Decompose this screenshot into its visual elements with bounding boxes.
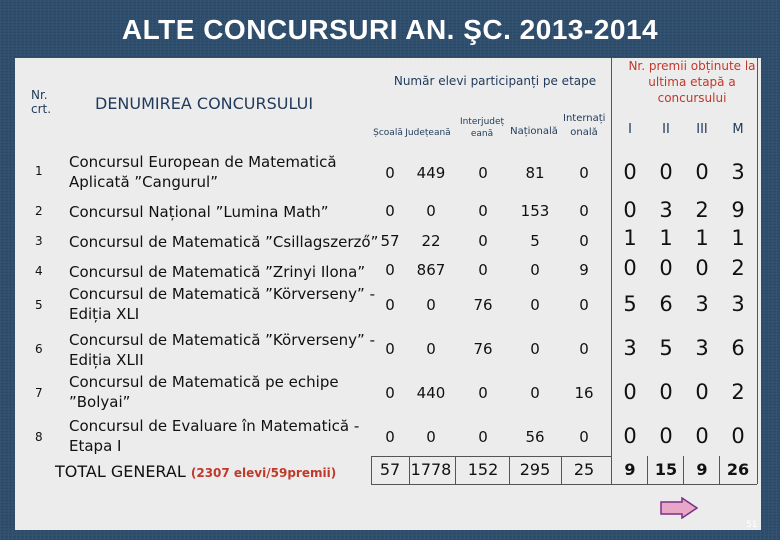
prize-value: 0 (623, 380, 637, 404)
etapa-value: 57 (380, 232, 400, 250)
etapa-value: 0 (579, 340, 589, 358)
competition-name: Concursul de Evaluare în Matematică - Etapa I (69, 417, 360, 455)
header-etapa-interjudeteana: Interjudeț eană (459, 117, 505, 139)
etapa-value: 449 (416, 164, 446, 182)
etapa-value: 16 (574, 384, 594, 402)
prize-value: 5 (623, 292, 637, 316)
column-divider (719, 456, 720, 484)
column-divider (611, 58, 612, 484)
total-prize-value: 15 (654, 460, 678, 479)
etapa-value: 0 (579, 202, 589, 220)
total-etapa-value: 1778 (410, 460, 452, 479)
competition-name: Concursul de Matematică ”Körverseny” - Ediția XLI (69, 285, 376, 323)
etapa-value: 0 (579, 428, 589, 446)
etapa-value: 5 (530, 232, 540, 250)
prize-value: 3 (695, 292, 709, 316)
etapa-value: 0 (426, 340, 436, 358)
prize-value: 3 (731, 160, 745, 184)
etapa-value: 0 (426, 296, 436, 314)
prize-value: 2 (731, 256, 745, 280)
total-etapa-value: 25 (573, 460, 595, 479)
etapa-value: 0 (579, 164, 589, 182)
etapa-value: 0 (426, 202, 436, 220)
total-etapa-value: 57 (379, 460, 401, 479)
prize-value: 0 (695, 256, 709, 280)
prize-value: 0 (695, 160, 709, 184)
competition-table (15, 58, 761, 530)
row-number: 4 (35, 264, 43, 278)
prize-value: 0 (623, 198, 637, 222)
prize-value: 6 (659, 292, 673, 316)
prize-value: 1 (659, 226, 673, 250)
etapa-value: 867 (416, 261, 446, 279)
column-divider (647, 456, 648, 484)
etapa-value: 0 (530, 340, 540, 358)
prize-value: 0 (695, 424, 709, 448)
prize-value: 3 (695, 336, 709, 360)
etapa-value: 76 (473, 340, 493, 358)
header-premiu-i: I (628, 122, 632, 137)
column-divider (409, 456, 410, 484)
header-etapa-internationala: Internați onală (563, 113, 606, 138)
prize-value: 0 (659, 256, 673, 280)
prize-value: 6 (731, 336, 745, 360)
total-row-bottom (371, 484, 757, 485)
prize-value: 3 (623, 336, 637, 360)
page-number: 51 (746, 520, 758, 530)
prize-value: 3 (731, 292, 745, 316)
header-premiu-ii: II (662, 122, 670, 137)
prize-value: 9 (731, 198, 745, 222)
header-nr-crt: Nr. crt. (31, 88, 52, 116)
etapa-value: 0 (478, 202, 488, 220)
etapa-value: 22 (421, 232, 441, 250)
etapa-value: 0 (579, 232, 589, 250)
next-arrow-icon[interactable] (660, 497, 698, 519)
header-etapa-scoala: Școală (373, 128, 403, 138)
total-etapa-value: 152 (467, 460, 499, 479)
etapa-value: 0 (385, 261, 395, 279)
etapa-value: 0 (426, 428, 436, 446)
row-number: 2 (35, 204, 43, 218)
etapa-value: 440 (416, 384, 446, 402)
competition-name: Concursul de Matematică ”Csillagszerző” (69, 233, 379, 251)
etapa-value: 0 (385, 164, 395, 182)
etapa-value: 153 (520, 202, 550, 220)
column-divider (509, 456, 510, 484)
total-detail: (2307 elevi/59premii) (190, 466, 337, 480)
prize-value: 0 (659, 160, 673, 184)
etapa-value: 0 (385, 428, 395, 446)
header-participanti: Număr elevi participanți pe etape (393, 74, 597, 88)
etapa-value: 0 (579, 296, 589, 314)
total-label-text: TOTAL GENERAL (55, 462, 186, 481)
etapa-value: 0 (478, 164, 488, 182)
total-prize-value: 9 (624, 460, 636, 479)
column-divider (561, 456, 562, 484)
header-premiu-m: M (732, 122, 744, 137)
header-premiu-iii: III (696, 122, 708, 137)
header-etapa-judeteana: Județeană (405, 128, 451, 138)
prize-value: 3 (659, 198, 673, 222)
etapa-value: 0 (385, 202, 395, 220)
header-etapa-nationala: Națională (510, 126, 558, 137)
competition-name: Concursul Național ”Lumina Math” (69, 203, 329, 221)
prize-value: 0 (659, 380, 673, 404)
etapa-value: 0 (530, 296, 540, 314)
column-divider (371, 456, 372, 484)
row-number: 5 (35, 298, 43, 312)
competition-name: Concursul de Matematică pe echipe ”Bolyai” (69, 373, 339, 411)
total-prize-value: 9 (696, 460, 708, 479)
prize-value: 0 (659, 424, 673, 448)
column-divider (683, 456, 684, 484)
prize-value: 0 (695, 380, 709, 404)
prize-value: 5 (659, 336, 673, 360)
prize-value: 1 (623, 226, 637, 250)
etapa-value: 0 (385, 296, 395, 314)
etapa-value: 0 (478, 232, 488, 250)
prize-value: 1 (695, 226, 709, 250)
etapa-value: 0 (478, 261, 488, 279)
total-prize-value: 26 (726, 460, 750, 479)
row-number: 6 (35, 342, 43, 356)
etapa-value: 0 (385, 384, 395, 402)
column-divider (757, 58, 758, 484)
etapa-value: 0 (385, 340, 395, 358)
etapa-value: 56 (525, 428, 545, 446)
etapa-value: 0 (530, 384, 540, 402)
row-number: 7 (35, 386, 43, 400)
competition-name: Concursul European de Matematică Aplicată ”Cangurul” (69, 153, 337, 191)
page-title: ALTE CONCURSURI AN. ŞC. 2013-2014 (121, 14, 659, 45)
competition-name: Concursul de Matematică ”Körverseny” - Ediția XLII (69, 331, 376, 369)
prize-value: 2 (695, 198, 709, 222)
header-premii: Nr. premii obținute la ultima etapă a concursului (628, 59, 756, 105)
prize-value: 2 (731, 380, 745, 404)
etapa-value: 9 (579, 261, 589, 279)
prize-value: 0 (623, 424, 637, 448)
etapa-value: 76 (473, 296, 493, 314)
competition-name: Concursul de Matematică ”Zrinyi Ilona” (69, 263, 366, 281)
etapa-value: 0 (530, 261, 540, 279)
prize-value: 0 (731, 424, 745, 448)
etapa-value: 0 (478, 428, 488, 446)
prize-value: 1 (731, 226, 745, 250)
total-label (55, 462, 373, 481)
etapa-value: 81 (525, 164, 545, 182)
row-number: 1 (35, 164, 43, 178)
header-denumirea: DENUMIREA CONCURSULUI (95, 94, 314, 113)
etapa-value: 0 (478, 384, 488, 402)
column-divider (455, 456, 456, 484)
total-etapa-value: 295 (519, 460, 551, 479)
prize-value: 0 (623, 160, 637, 184)
prize-value: 0 (623, 256, 637, 280)
row-number: 8 (35, 430, 43, 444)
row-number: 3 (35, 234, 43, 248)
total-row-divider (371, 456, 611, 457)
